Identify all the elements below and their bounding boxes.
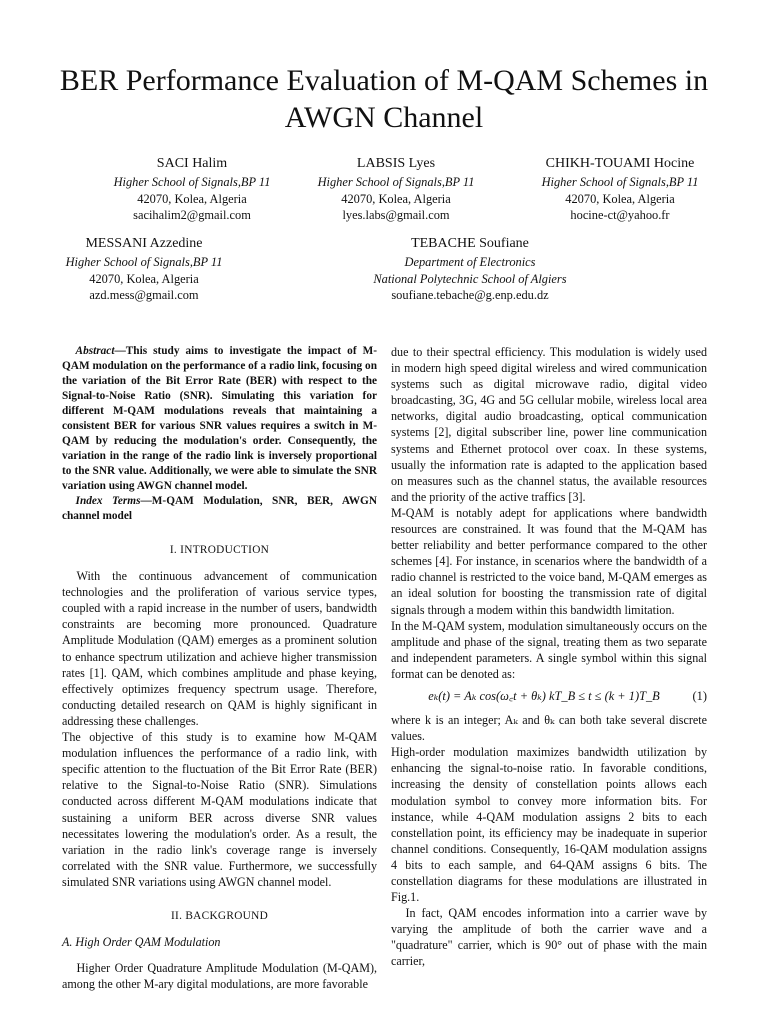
- author-email: lyes.labs@gmail.com: [342, 208, 450, 222]
- author-name: MESSANI Azzedine: [85, 236, 203, 251]
- author-block: [528, 155, 712, 224]
- subsection-heading: A. High Order QAM Modulation: [62, 935, 221, 950]
- paragraph: where k is an integer; Aₖ and θₖ can both take several discrete values.: [391, 713, 707, 744]
- paragraph-part: Higher Order Quadrature Amplitude Modulation (M-QAM), among the other M-ary digital modulations, are more favorable: [62, 961, 377, 992]
- section-heading: I. INTRODUCTION: [169, 544, 270, 556]
- left-column: [62, 344, 377, 992]
- author-name: TEBACHE Soufiane: [411, 236, 529, 251]
- paragraph: The objective of this study is to examine how M-QAM modulation influences the performance of a radio link, with specific attention to the fluctuation of the Bit Error Rate (BER) relative to the Signal-to-Noise Ratio (SNR). Simulations conducted across different M-QAM modulations indicate that sustaining a uniform BER across diverse SNR values necessitates lowering the modulation's order. As a result, the variation in the radio link's coverage range is inversely correlated with the SNR value. Furthermore, we successfully simulated SNR variations using AWGN channel model.: [62, 730, 377, 889]
- author-block: [52, 235, 236, 304]
- author-address: 42070, Kolea, Algeria: [89, 271, 199, 286]
- right-column: [391, 344, 707, 970]
- author-address: National Polytechnic School of Algiers: [373, 271, 567, 286]
- author-affiliation: Department of Electronics: [404, 255, 536, 269]
- author-name: LABSIS Lyes: [356, 156, 436, 171]
- author-affiliation: Higher School of Signals,BP 11: [65, 255, 223, 269]
- author-block: [356, 235, 584, 304]
- abstract: Abstract—This study aims to investigate the impact of M-QAM modulation on the performance of a radio link, focusing on the variation of the Bit Error Rate (BER) with respect to the Signal-to-Noise Ratio (SNR). Simulating this variation for different M-QAM modulations reveals that maintaining a consistent BER for various SNR values requires a switch in M-QAM by reducing the modulation's order. Consequently, the variation in the range of the radio link is inversely proportional to the SNR value. Additionally, we were able to simulate the SNR variation using AWGN channel model.: [62, 345, 377, 492]
- author-email: azd.mess@gmail.com: [89, 288, 199, 302]
- equation-expression: eₖ(t) = Aₖ cos(ω꜀t + θₖ) kT_B ≤ t ≤ (k + 1)T_B: [428, 688, 660, 703]
- paragraph: In fact, QAM encodes information into a carrier wave by varying the amplitude of both the carrier wave and a "quadrature" carrier, which is 90° out of phase with the main carrier,: [391, 906, 707, 969]
- author-affiliation: Higher School of Signals,BP 11: [113, 175, 271, 189]
- paragraph-part: due to their spectral efficiency. This modulation is widely used in modern high speed digital wireless and wired communication systems such as digital microwave radio, digital video broadcasting, 3G, 4G and 5G cellular mobile, wireless local area networks, digital audio broadcasting, optical communication systems [2], digital subscriber line, power line communication systems and Ethernet protocol over coax. In these systems, usually the information rate is adapted to the application based on measures such as the channel status, the available resources and the priority of the active traffics [3].: [391, 345, 707, 504]
- equation: [391, 688, 707, 704]
- section-heading: II. BACKGROUND: [170, 909, 269, 922]
- paper-title: BER Performance Evaluation of M-QAM Schemes in AWGN Channel: [59, 64, 709, 134]
- paragraph: M-QAM is notably adept for applications where bandwidth resources are constrained. It was found that the M-QAM has better reliability and better performance compared to the other schemes [4]. For instance, in scenarios where the bandwidth of a radio channel is restricted to the voice band, M-QAM emerges as an ideal solution for boosting the transmission rate of digital signals through a modem within this bandwidth limitation.: [391, 505, 707, 617]
- abstract-label: Abstract: [75, 345, 115, 357]
- abstract-text: This study aims to investigate the impact of M-QAM modulation on the performance of a radio link, focusing on the variation of the Bit Error Rate (BER) with respect to the Signal-to-Noise Ratio (SNR). Simulating this variation for different M-QAM modulations reveals that maintaining a consistent BER for various SNR values requires a switch in M-QAM by reducing the modulation's order. Consequently, the variation in the range of the radio link is inversely proportional to the SNR value. Additionally, we were able to simulate the SNR variation using AWGN channel model.: [62, 345, 377, 492]
- index-terms: Index Terms—M-QAM Modulation, SNR, BER, AWGN channel model: [62, 495, 377, 522]
- paragraph: With the continuous advancement of communication technologies and the proliferation of various service types, coupled with a rapid increase in the number of users, bandwidth constraints are becoming more pronounced. Quadrature Amplitude Modulation (QAM) emerges as a prominent solution to enhance spectrum utilization and achieve higher transmission rates [1]. QAM, which combines amplitude and phase keying, effectively optimizes frequency spectrum usage. Therefore, conducting detailed research on QAM is highly significant in addressing these challenges.: [62, 569, 377, 728]
- author-address: 42070, Kolea, Algeria: [565, 191, 675, 206]
- paragraph-continued: [62, 960, 377, 992]
- paragraph: In the M-QAM system, modulation simultaneously occurs on the amplitude and phase of the signal, treating them as two separate and independent parameters. A single symbol within this signal format can be denoted as:: [391, 618, 707, 681]
- author-address: 42070, Kolea, Algeria: [137, 191, 247, 206]
- paragraph: High-order modulation maximizes bandwidth utilization by enhancing the signal-to-noise ratio. In favorable conditions, increasing the density of constellation points allows each modulation symbol to convey more information bits. For instance, while 4-QAM modulation assigns 2 bits to each constellation point, its efficiency may be inadequate in superior channel conditions. Consequently, 16-QAM modulation assigns 4 bits to each sample, and 64-QAM assigns 6 bits. The constellation diagrams for these modulations are illustrated in Fig.1.: [391, 745, 707, 905]
- author-email: sacihalim2@gmail.com: [133, 208, 251, 222]
- author-email: hocine-ct@yahoo.fr: [570, 208, 670, 222]
- author-email: soufiane.tebache@g.enp.edu.dz: [391, 288, 549, 302]
- author-block: [100, 155, 284, 224]
- index-terms-label: Index Terms: [75, 495, 141, 507]
- author-affiliation: Higher School of Signals,BP 11: [317, 175, 475, 189]
- author-affiliation: Higher School of Signals,BP 11: [541, 175, 699, 189]
- equation-number: (1): [692, 688, 707, 703]
- author-address: 42070, Kolea, Algeria: [341, 191, 451, 206]
- index-terms-text: M-QAM Modulation, SNR, BER, AWGN channel model: [62, 495, 377, 522]
- paragraph-continued: [391, 344, 707, 505]
- author-block: [304, 155, 488, 224]
- author-name: SACI Halim: [156, 156, 228, 171]
- author-name: CHIKH-TOUAMI Hocine: [545, 156, 695, 171]
